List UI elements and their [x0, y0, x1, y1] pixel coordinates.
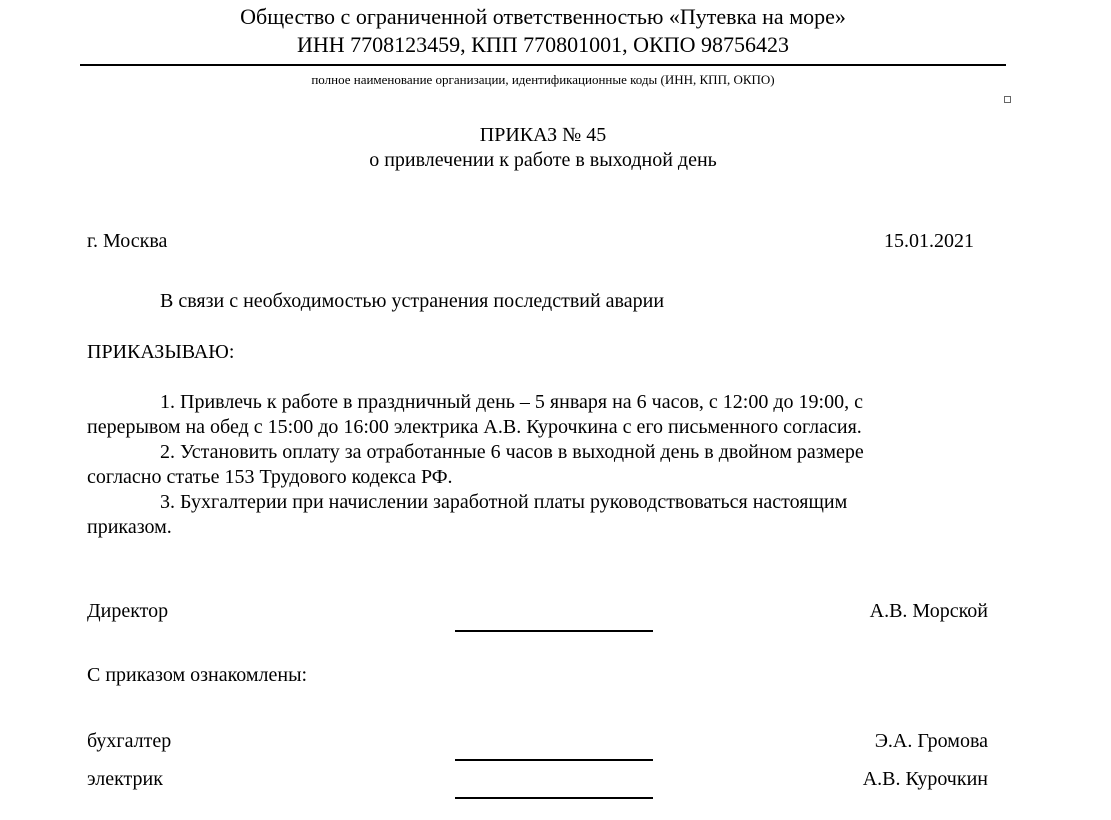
electrician-name: А.В. Курочкин [862, 768, 988, 790]
accountant-label: бухгалтер [87, 730, 172, 752]
header-rule [80, 64, 1006, 66]
order-item-2-line-1: 2. Установить оплату за отработанные 6 часов в выходной день в двойном размере [160, 441, 864, 463]
accountant-signature-line [455, 759, 653, 761]
org-codes: ИНН 7708123459, КПП 770801001, ОКПО 98756423 [297, 32, 789, 57]
director-signature-line [455, 630, 653, 632]
order-item-1-line-1: 1. Привлечь к работе в праздничный день – 5 января на 6 часов, с 12:00 до 19:00, с [160, 391, 863, 413]
org-caption: полное наименование организации, идентификационные коды (ИНН, КПП, ОКПО) [311, 72, 775, 87]
accountant-name: Э.А. Громова [874, 730, 988, 752]
order-directive: ПРИКАЗЫВАЮ: [87, 341, 235, 363]
order-item-3-line-2: приказом. [87, 516, 172, 538]
order-title: ПРИКАЗ № 45 [479, 124, 607, 146]
org-name: Общество с ограниченной ответственностью «Путевка на море» [240, 4, 846, 29]
director-name: А.В. Морской [869, 600, 988, 622]
acknowledged-label: С приказом ознакомлены: [87, 664, 308, 686]
order-city: г. Москва [87, 230, 168, 252]
order-intro: В связи с необходимостью устранения последствий аварии [160, 290, 665, 312]
order-subtitle: о привлечении к работе в выходной день [369, 149, 717, 171]
order-item-2-line-2: согласно статье 153 Трудового кодекса РФ. [87, 466, 453, 488]
order-date: 15.01.2021 [884, 230, 974, 252]
corner-marker [1004, 96, 1011, 103]
order-item-3-line-1: 3. Бухгалтерии при начислении заработной платы руководствоваться настоящим [160, 491, 848, 513]
electrician-label: электрик [87, 768, 163, 790]
director-label: Директор [87, 600, 169, 622]
order-item-1-line-2: перерывом на обед с 15:00 до 16:00 электрика А.В. Курочкина с его письменного согласия. [87, 416, 862, 438]
electrician-signature-line [455, 797, 653, 799]
